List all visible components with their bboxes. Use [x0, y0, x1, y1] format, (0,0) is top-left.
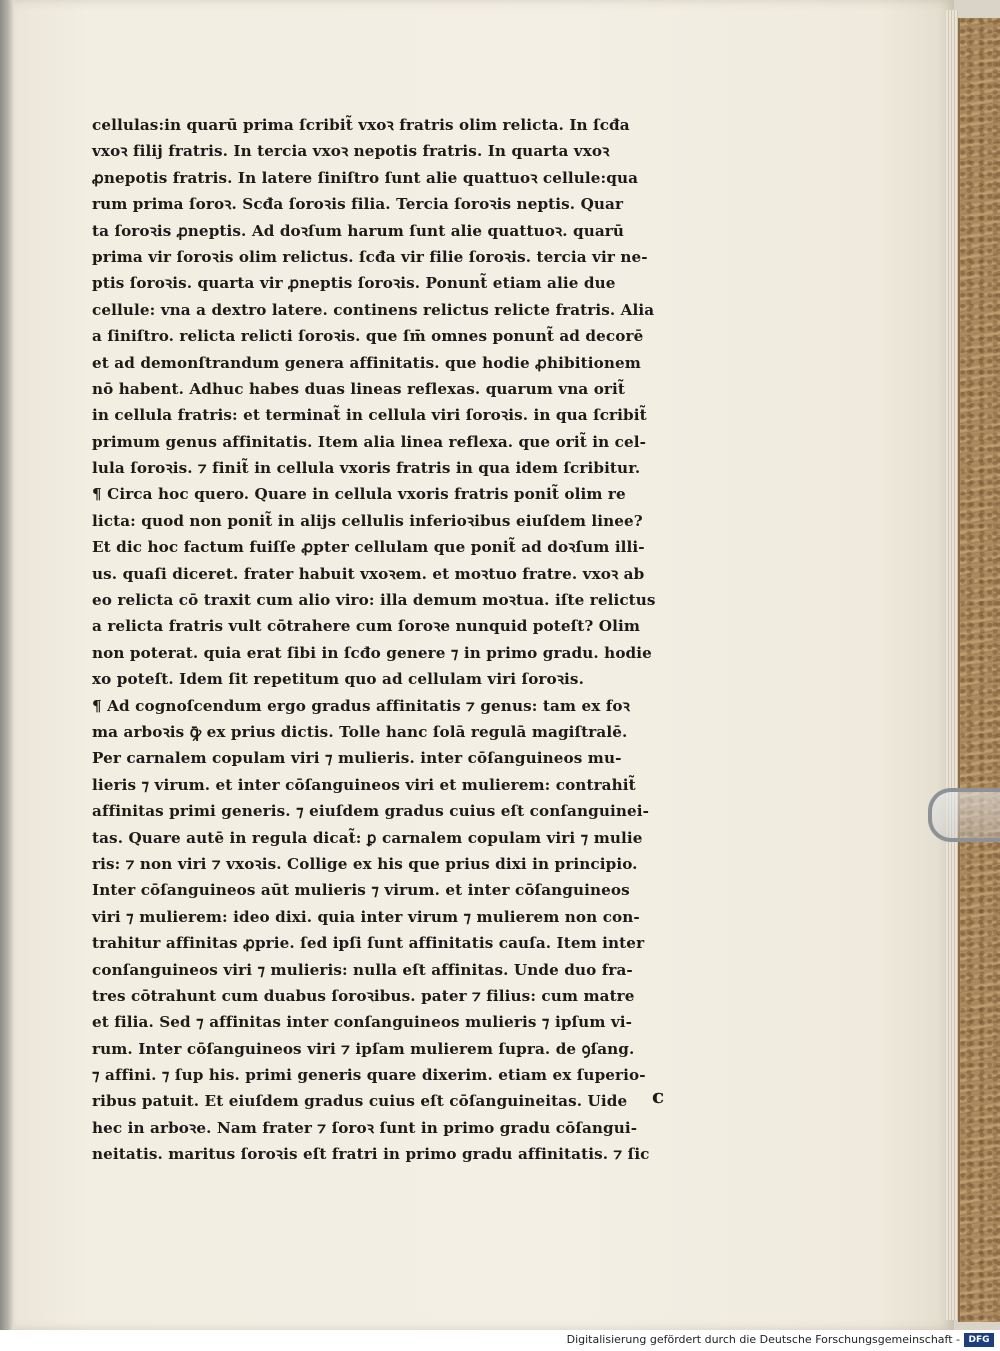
text-line: Et dic hoc factum fuiſſe ꝓpter cellulam que ponit̃ ad doꝛſum illi-: [92, 538, 645, 557]
text-line: nō habent. Adhuc habes duas lineas reflexas. quarum vna orit̃: [92, 379, 626, 398]
text-line: et ad demonſtrandum genera affinitatis. que hodie ꝓhibitionem: [92, 353, 641, 372]
text-line: ¶ Ad cognoſcendum ergo gradus affinitatis ⁊ genus: tam ex foꝛ: [92, 696, 630, 715]
text-line: tas. Quare autē in regula dicat̃: ꝑ carnalem copulam viri ⁊ mulie: [92, 828, 643, 847]
text-line: lula ſoroꝛis. ⁊ finit̃ in cellula vxoris fratris in qua idem ſcribitur.: [92, 459, 641, 478]
footer-bar: [0, 1330, 1000, 1351]
text-line: ꝓnepotis fratris. In latere ſiniſtro ſunt alie quattuoꝛ cellule:qua: [92, 168, 639, 187]
text-line: prima vir ſoroꝛis olim relictus. ſcđa vir filie ſoroꝛis. tercia vir ne-: [92, 247, 648, 266]
text-line: us. quaſi diceret. frater habuit vxoꝛem. et moꝛtuo fratre. vxoꝛ ab: [92, 564, 645, 583]
text-line: vxoꝛ filij fratris. In tercia vxoꝛ nepotis fratris. In quarta vxoꝛ: [92, 142, 610, 161]
text-line: in cellula fratris: et terminat̃ in cellula viri ſoroꝛis. in qua ſcribit̃: [92, 406, 647, 425]
binding-cover: [958, 18, 1000, 1322]
text-line: conſanguineos viri ⁊ mulieris: nulla eſt affinitas. Unde duo fra-: [92, 960, 633, 979]
text-line: ma arboꝛis ꝙ̄ ex prius dictis. Tolle hanc ſolā regulā magiſtralē.: [92, 722, 628, 741]
text-line: non poterat. quia erat ſibi in ſcđo genere ⁊ in primo gradu. hodie: [92, 643, 652, 662]
text-line: a ſiniſtro. relicta relicti ſoroꝛis. que ſm̄ omnes ponunt̃ ad decorē: [92, 327, 644, 346]
text-line: trahitur affinitas ꝓprie. ſed ipſi ſunt affinitatis cauſa. Item inter: [92, 934, 645, 953]
page-text: [92, 112, 742, 1168]
text-line: affinitas primi generis. ⁊ eiuſdem gradus cuius eſt conſanguinei-: [92, 802, 650, 821]
text-line: ¶ Circa hoc quero. Quare in cellula vxoris fratris ponit̃ olim re: [92, 485, 626, 504]
text-line: rum prima ſoroꝛ. Scđa ſoroꝛis filia. Tercia ſoroꝛis neptis. Quar: [92, 195, 624, 214]
text-line: ta ſoroꝛis ꝓneptis. Ad doꝛſum harum ſunt alie quattuoꝛ. quarū: [92, 221, 625, 240]
text-line: hec in arboꝛe. Nam frater ⁊ ſoroꝛ ſunt in primo gradu cōſangui-: [92, 1118, 638, 1137]
paper-clip: [928, 788, 1000, 842]
text-line: et filia. Sed ⁊ affinitas inter conſanguineos mulieris ⁊ ipſum vi-: [92, 1013, 633, 1032]
text-line: ptis ſoroꝛis. quarta vir ꝓneptis ſoroꝛis. Ponunt̃ etiam alie due: [92, 274, 616, 293]
page-stack-edges: [946, 10, 958, 1320]
text-line: Inter cōſanguineos aūt mulieris ⁊ virum. et inter cōſanguineos: [92, 881, 630, 900]
text-line: viri ⁊ mulierem: ideo dixi. quia inter virum ⁊ mulierem non con-: [92, 907, 640, 926]
text-line: xo poteſt. Idem ſit repetitum quo ad cellulam viri ſoroꝛis.: [92, 670, 584, 689]
text-line: cellule: vna a dextro latere. continens relictus relicte fratris. Alia: [92, 300, 655, 319]
text-line: tres cōtrahunt cum duabus ſoroꝛibus. pater ⁊ filius: cum matre: [92, 986, 635, 1005]
text-line: cellulas:in quarū prima ſcribit̃ vxoꝛ fratris olim relicta. In ſcđa: [92, 116, 630, 134]
text-line: ris: ⁊ non viri ⁊ vxoꝛis. Collige ex his que prius dixi in principio.: [92, 854, 638, 873]
text-line: lieris ⁊ virum. et inter cōſanguineos viri et mulierem: contrahit̃: [92, 775, 636, 794]
text-line: a relicta fratris vult cōtrahere cum ſoroꝛe nunquid poteſt? Olim: [92, 617, 641, 636]
text-line: Per carnalem copulam viri ⁊ mulieris. inter cōſanguineos mu-: [92, 749, 622, 768]
text-line: primum genus affinitatis. Item alia linea reflexa. que orit̃ in cel-: [92, 432, 647, 451]
left-page-edge: [0, 0, 14, 1330]
funding-credit: Digitalisierung gefördert durch die Deutsche Forschungsgemeinschaft -: [566, 1333, 960, 1346]
text-line: rum. Inter cōſanguineos viri ⁊ ipſam mulierem ſupra. de ꝯſang.: [92, 1039, 635, 1058]
text-line: ⁊ affini. ⁊ ſup his. primi generis quare dixerim. etiam ex ſuperio-: [92, 1066, 646, 1085]
text-line: neitatis. maritus ſoroꝛis eſt fratri in primo gradu affinitatis. ⁊ ſic: [92, 1145, 650, 1164]
text-line: eo relicta cō traxit cum alio viro: illa demum moꝛtua. iſte relictus: [92, 591, 656, 610]
signature-mark: c: [652, 1084, 665, 1108]
text-line: ribus patuit. Et eiuſdem gradus cuius eſt cōſanguineitas. Uide: [92, 1092, 628, 1111]
text-line: licta: quod non ponit̃ in alijs cellulis inferioꝛibus eiuſdem linee?: [92, 511, 643, 530]
dfg-logo: DFG: [964, 1333, 994, 1347]
